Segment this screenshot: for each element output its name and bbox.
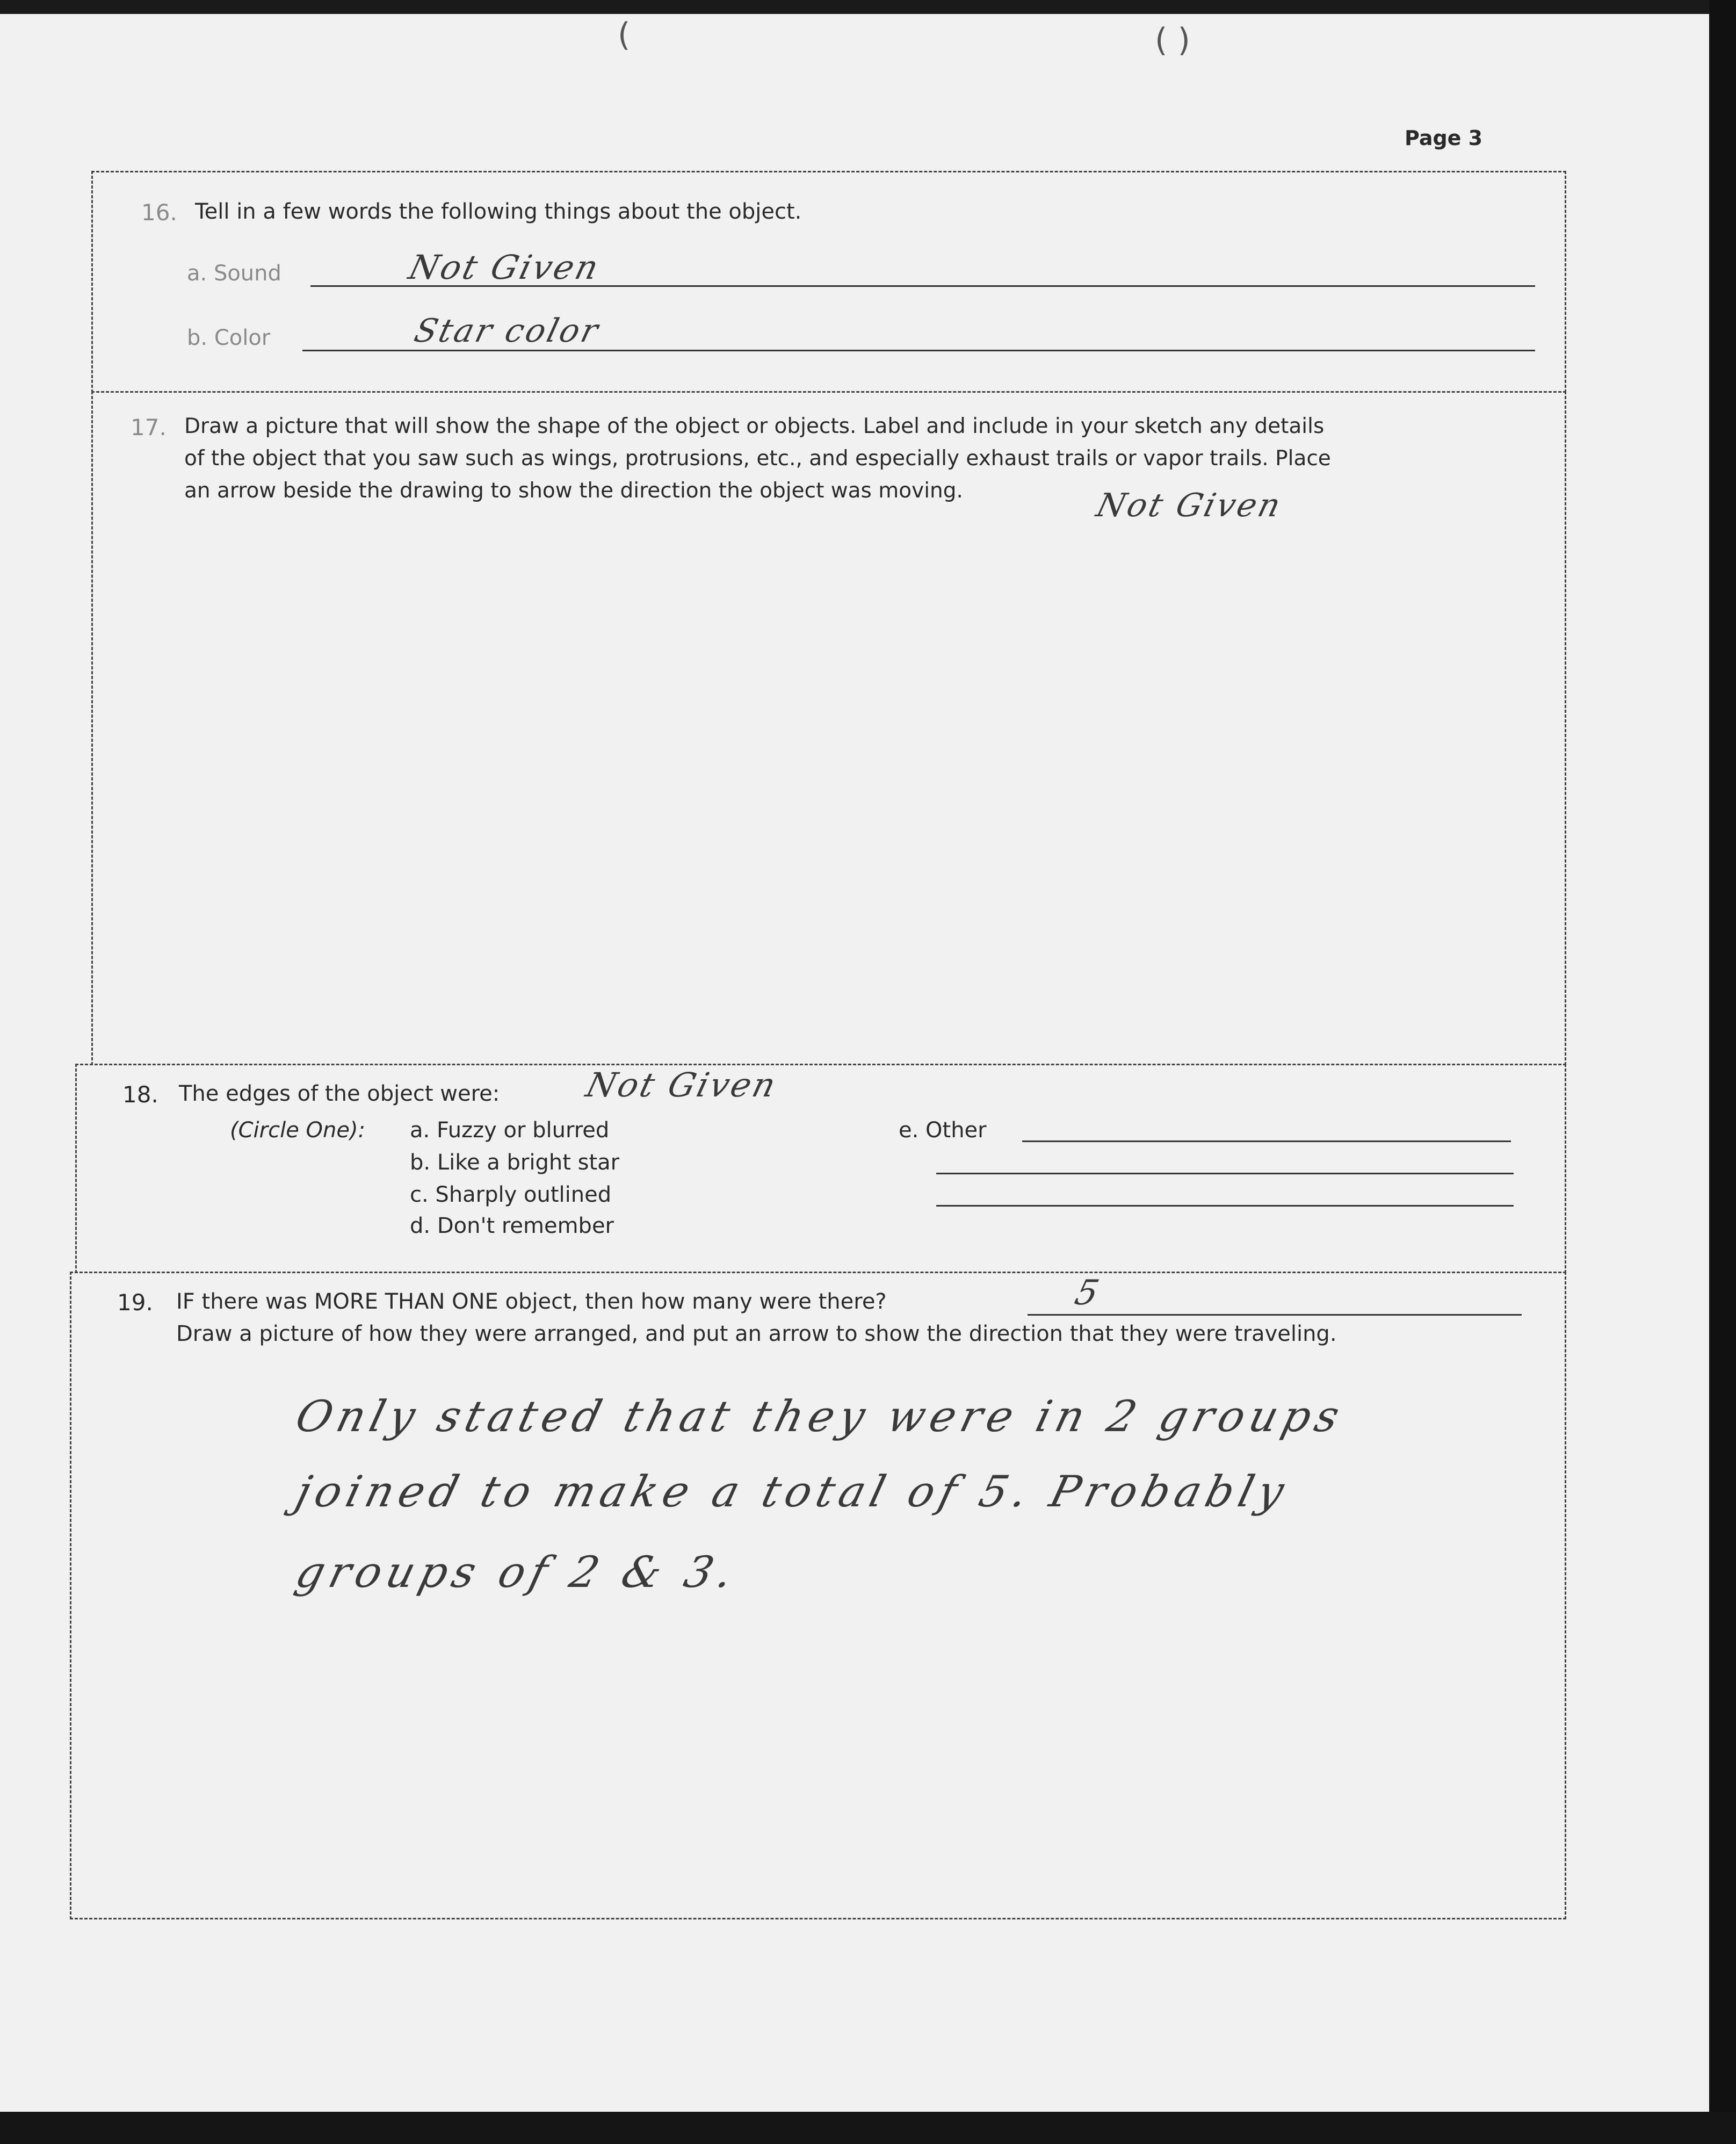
question-19-section — [70, 1272, 1566, 1919]
edge-option-d: d. Don't remember — [410, 1214, 614, 1238]
other-line-2 — [936, 1173, 1514, 1174]
circle-one-instruction: (Circle One): — [230, 1118, 366, 1143]
question-18-answer: Not Given — [582, 1065, 782, 1105]
question-19-line-1: IF there was MORE THAN ONE object, then how many were there? — [176, 1289, 887, 1314]
other-line-1 — [1022, 1140, 1511, 1142]
other-line-3 — [936, 1205, 1514, 1207]
punch-mark-right: ( ) — [1155, 21, 1190, 59]
color-label: b. Color — [187, 326, 271, 350]
question-17-answer: Not Given — [1093, 487, 1286, 524]
scan-edge-right — [1709, 0, 1736, 2144]
question-18-section — [75, 1064, 1566, 1273]
count-answer: 5 — [1070, 1273, 1105, 1313]
question-16-prompt: Tell in a few words the following things about the object. — [195, 199, 802, 224]
handwritten-note-line-2: joined to make a total of 5. Probably — [291, 1467, 1294, 1517]
question-17-line-3: an arrow beside the drawing to show the direction the object was moving. — [184, 479, 963, 503]
question-17-number: 17. — [131, 414, 167, 441]
count-answer-line — [1028, 1314, 1522, 1316]
edge-option-a: a. Fuzzy or blurred — [410, 1118, 610, 1143]
question-18-prompt: The edges of the object were: — [179, 1081, 500, 1106]
handwritten-note-line-1: Only stated that they were in 2 groups — [291, 1391, 1350, 1441]
question-16-section — [91, 171, 1566, 393]
page-number: Page 3 — [1405, 126, 1483, 150]
question-19-number: 19. — [117, 1289, 153, 1316]
question-18-number: 18. — [122, 1081, 158, 1108]
handwritten-note-line-3: groups of 2 & 3. — [291, 1547, 743, 1597]
scan-edge-bottom — [0, 2112, 1736, 2144]
sound-answer: Not Given — [404, 248, 605, 287]
sound-label: a. Sound — [187, 261, 281, 286]
color-answer-line — [302, 350, 1535, 351]
punch-mark-left: ( — [618, 16, 631, 54]
scan-edge-top — [0, 0, 1736, 14]
question-16-number: 16. — [141, 199, 177, 226]
question-17-section — [91, 391, 1566, 1065]
edge-option-other: e. Other — [899, 1118, 987, 1143]
color-answer: Star color — [410, 312, 604, 350]
question-17-line-1: Draw a picture that will show the shape of the object or objects. Label and include in your sketch any details — [184, 414, 1325, 438]
question-17-line-2: of the object that you saw such as wings, protrusions, etc., and especially exhaust trails or vapor trails. Place — [184, 446, 1331, 471]
question-19-line-2: Draw a picture of how they were arranged, and put an arrow to show the direction that they were traveling. — [176, 1322, 1337, 1346]
edge-option-b: b. Like a bright star — [410, 1150, 620, 1175]
edge-option-c: c. Sharply outlined — [410, 1182, 612, 1207]
